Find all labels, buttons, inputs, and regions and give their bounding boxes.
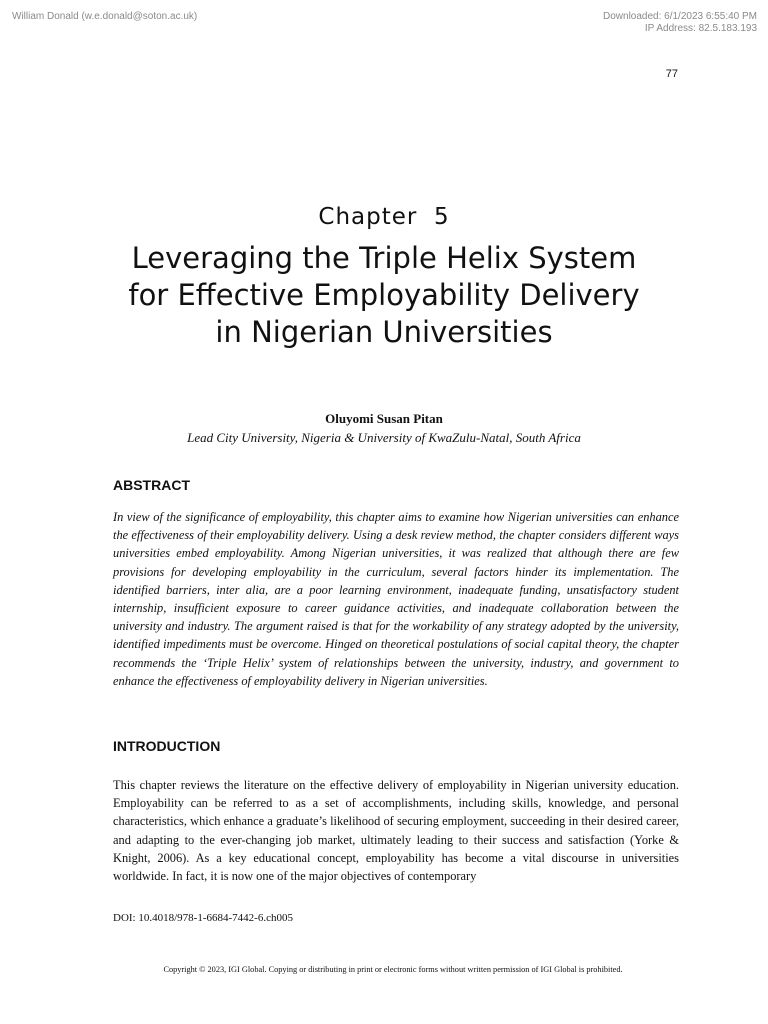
page-number: 77: [665, 68, 678, 80]
doi-line: DOI: 10.4018/978-1-6684-7442-6.ch005: [113, 912, 293, 924]
download-info-watermark: [603, 11, 757, 35]
chapter-label: Chapter 5: [318, 204, 450, 230]
copyright-notice: Copyright © 2023, IGI Global. Copying or distributing in print or electronic forms without written permission of IGI Global is prohibited.: [163, 965, 623, 974]
introduction-text: This chapter reviews the literature on the effective delivery of employability in Nigerian university education. Employability can be referred to as a set of accomplishments, including skills, knowledge, and personal characteristics, which enhance a graduate’s likelihood of securing employment, succeeding in their desired career, and adapting to the ever-changing job market, ultimately leading to their success and satisfaction (Yorke & Knight, 2006). As a key educational concept, employability has become a vital discourse in universities worldwide. In fact, it is now one of the major objectives of contemporary: [113, 778, 679, 884]
download-user-watermark: William Donald (w.e.donald@soton.ac.uk): [12, 11, 198, 22]
chapter-title: Leveraging the Triple Helix System for Effective Employability Delivery in Nigerian Universities: [128, 241, 640, 349]
ip-address: IP Address: 82.5.183.193: [644, 23, 757, 34]
introduction-heading: INTRODUCTION: [113, 738, 221, 754]
abstract-text: In view of the significance of employability, this chapter aims to examine how Nigerian universities can enhance the effectiveness of their employability delivery. Using a desk review method, the chapter considers different ways universities embed employability. Among Nigerian universities, it was realized that although there are few provisions for developing employability in the curriculum, several factors hinder its implementation. The identified barriers, inter alia, are a poor learning environment, inadequate funding, unsatisfactory student internship, insufficient exposure to career guidance activities, and inadequate collaboration between the university and industry. The argument raised is that for the workability of any strategy adopted by the university, identified impediments must be overcome. Hinged on theoretical postulations of social capital theory, the chapter recommends the ‘Triple Helix’ system of relationships between the university, industry, and government to enhance the effectiveness of employability delivery in Nigerian universities.: [113, 510, 679, 688]
abstract-heading: ABSTRACT: [113, 477, 190, 493]
author-name: Oluyomi Susan Pitan: [325, 411, 443, 426]
downloaded-timestamp: Downloaded: 6/1/2023 6:55:40 PM: [603, 11, 757, 22]
author-affiliation: Lead City University, Nigeria & University of KwaZulu-Natal, South Africa: [187, 430, 581, 445]
